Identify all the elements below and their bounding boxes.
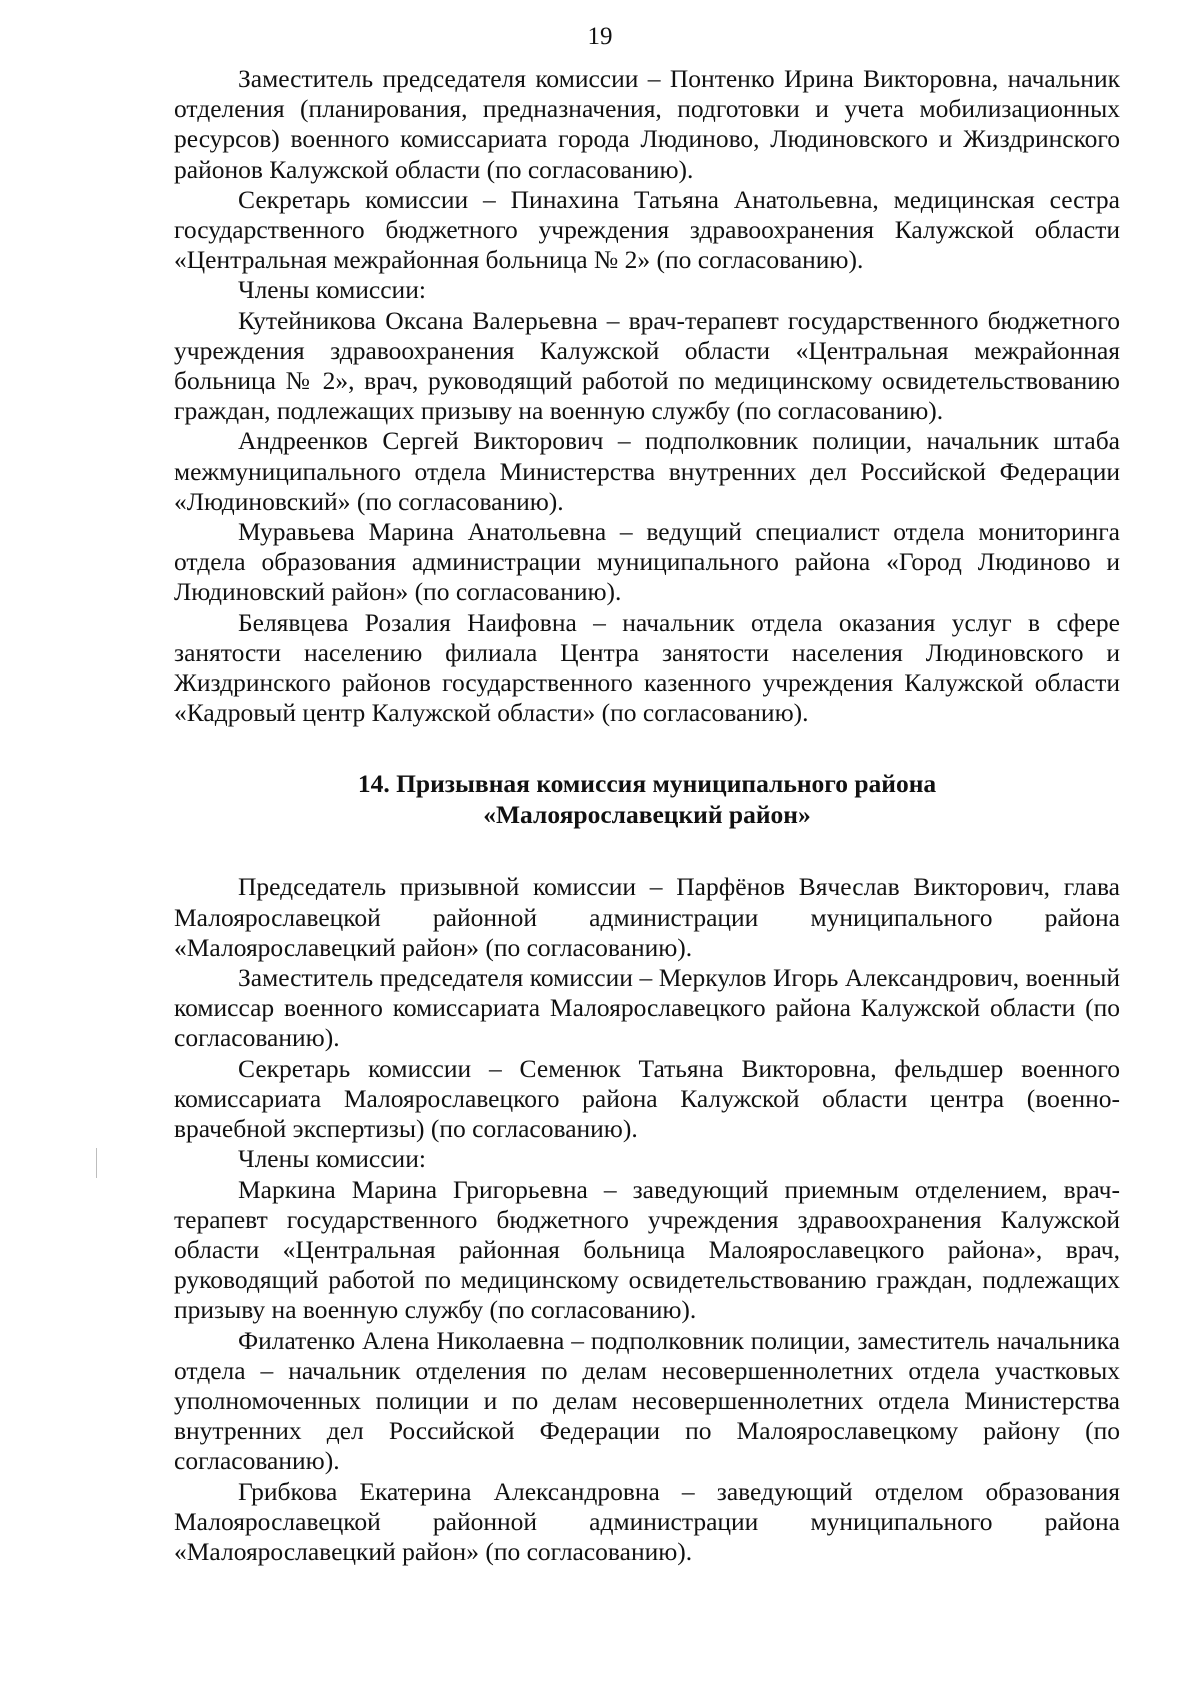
paragraph-members-label: Члены комиссии:: [238, 275, 426, 305]
paragraph-member: Муравьева Марина Анатольевна – ведущий специалист отдела мониторинга отдела образования администрации муниципального района «Город Людиново и Людиновский район» (по согласованию).: [174, 517, 1120, 607]
paragraph-deputy-chair: Заместитель председателя комиссии – Меркулов Игорь Александрович, военный комиссар военного комиссариата Малоярославецкого района Калужской области (по согласованию).: [174, 963, 1120, 1053]
section-heading: [174, 768, 1120, 830]
paragraph-member: Маркина Марина Григорьевна – заведующий приемным отделением, врач-терапевт государственного бюджетного учреждения здравоохранения Калужской области «Центральная районная больница Малоярославецкого района», врач, руководящий работой по медицинскому освидетельствованию граждан, подлежащих призыву на военную службу (по согласованию).: [174, 1174, 1120, 1325]
paragraph-member: Андреенков Сергей Викторович – подполковник полиции, начальник штаба межмуниципального отдела Министерства внутренних дел Российской Федерации «Людиновский» (по согласованию).: [174, 426, 1120, 516]
section-heading-line2: «Малоярославецкий район»: [483, 800, 811, 830]
paragraph-secretary: Секретарь комиссии – Семенюк Татьяна Викторовна, фельдшер военного комиссариата Малоярославецкого района Калужской области центра (военно-врачебной экспертизы) (по согласованию).: [174, 1053, 1120, 1144]
page-number: 19: [587, 23, 613, 50]
paragraph-member: Белявцева Розалия Наифовна – начальник отдела оказания услуг в сфере занятости населению филиала Центра занятости населения Людиновского и Жиздринского районов государственного казенного учреждения Калужской области «Кадровый центр Калужской области» (по согласованию).: [174, 607, 1120, 728]
document-body: [174, 64, 1120, 1567]
paragraph-members-label: Члены комиссии:: [238, 1144, 426, 1174]
paragraph-secretary: Секретарь комиссии – Пинахина Татьяна Анатольевна, медицинская сестра государственного бюджетного учреждения здравоохранения Калужской области «Центральная межрайонная больница № 2» (по согласованию).: [174, 184, 1120, 275]
section-heading-line1: 14. Призывная комиссия муниципального района: [357, 769, 937, 799]
section-14-members: [174, 872, 1120, 1567]
paragraph-chair: Председатель призывной комиссии – Парфёнов Вячеслав Викторович, глава Малоярославецкой районной администрации муниципального района «Малоярославецкий район» (по согласованию).: [174, 872, 1120, 962]
paragraph-deputy-chair: Заместитель председателя комиссии – Понтенко Ирина Викторовна, начальник отделения (планирования, предназначения, подготовки и учета мобилизационных ресурсов) военного комиссариата города Людиново, Людиновского и Жиздринского районов Калужской области (по согласованию).: [174, 64, 1120, 184]
previous-section-members: [174, 64, 1120, 728]
paragraph-member: Кутейникова Оксана Валерьевна – врач-терапевт государственного бюджетного учреждения здравоохранения Калужской области «Центральная межрайонная больница № 2», врач, руководящий работой по медицинскому освидетельствованию граждан, подлежащих призыву на военную службу (по согласованию).: [174, 305, 1120, 426]
paragraph-member: Грибкова Екатерина Александровна – заведующий отделом образования Малоярославецкой районной администрации муниципального района «Малоярославецкий район» (по согласованию).: [174, 1476, 1120, 1566]
scan-edge-mark: [96, 1148, 97, 1178]
paragraph-member: Филатенко Алена Николаевна – подполковник полиции, заместитель начальника отдела – начальник отделения по делам несовершеннолетних отдела участковых уполномоченных полиции и по делам несовершеннолетних отдела Министерства внутренних дел Российской Федерации по Малоярославецкому району (по согласованию).: [174, 1325, 1120, 1476]
